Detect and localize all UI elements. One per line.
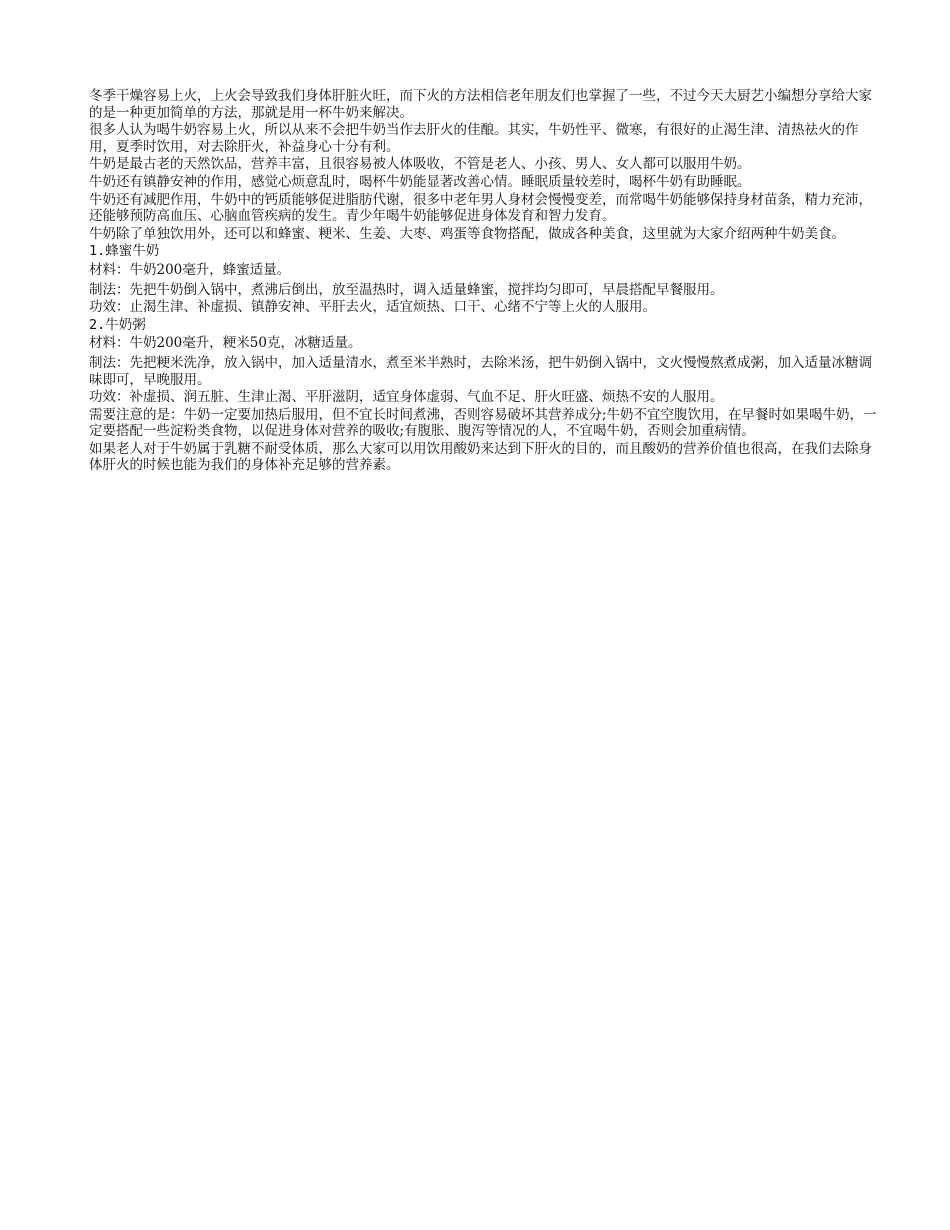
article-body (89, 88, 879, 475)
paragraph-milk-calming: 牛奶还有镇静安神的作用，感觉心烦意乱时，喝杯牛奶能显著改善心情。睡眠质量较差时，喝杯牛奶有助睡眠。 (89, 173, 751, 190)
recipe-1-title: 1.蜂蜜牛奶 (89, 243, 160, 260)
recipe-2-materials: 材料：牛奶200毫升，粳米50克，冰糖适量。 (89, 335, 362, 352)
paragraph-milk-weight-loss: 牛奶还有减肥作用，牛奶中的钙质能够促进脂肪代谢，很多中老年男人身材会慢慢变差，而常喝牛奶能够保持身材苗条，精力充沛，还能够预防高血压、心脑血管疾病的发生。青少年喝牛奶能够促进身体发育和智力发育。 (89, 191, 872, 225)
recipe-1-effect: 功效：止渴生津、补虚损、镇静安神、平肝去火，适宜烦热、口干、心绪不宁等上火的人服用。 (89, 299, 656, 316)
paragraph-milk-nutrition: 牛奶是最古老的天然饮品，营养丰富，且很容易被人体吸收，不管是老人、小孩、男人、女人都可以服用牛奶。 (89, 156, 751, 173)
recipe-1-materials: 材料：牛奶200毫升，蜂蜜适量。 (89, 261, 291, 278)
paragraph-yogurt: 如果老人对于牛奶属于乳糖不耐受体质，那么大家可以用饮用酸奶来达到下肝火的目的，而且酸奶的营养价值也很高，在我们去除身体肝火的时候也能为我们的身体补充足够的营养素。 (89, 440, 872, 474)
recipe-2-method: 制法：先把粳米洗净，放入锅中，加入适量清水，煮至米半熟时，去除米汤，把牛奶倒入锅中，文火慢慢熬煮成粥，加入适量冰糖调味即可，早晚服用。 (89, 354, 872, 388)
recipe-2-title: 2.牛奶粥 (89, 316, 146, 333)
paragraph-milk-pairings: 牛奶除了单独饮用外，还可以和蜂蜜、粳米、生姜、大枣、鸡蛋等食物搭配，做成各种美食，这里就为大家介绍两种牛奶美食。 (89, 225, 845, 242)
paragraph-milk-nature: 很多人认为喝牛奶容易上火，所以从来不会把牛奶当作去肝火的佳酿。其实，牛奶性平、微寒，有很好的止渴生津、清热祛火的作用，夏季时饮用，对去除肝火，补益身心十分有利。 (89, 122, 859, 155)
recipe-1-method: 制法：先把牛奶倒入锅中，煮沸后倒出，放至温热时，调入适量蜂蜜，搅拌均匀即可，早晨搭配早餐服用。 (89, 281, 724, 298)
paragraph-precautions: 需要注意的是：牛奶一定要加热后服用，但不宜长时间煮沸，否则容易破坏其营养成分;牛奶不宜空腹饮用，在早餐时如果喝牛奶，一定要搭配一些淀粉类食物，以促进身体对营养的吸收;有腹胀、腹泻等情况的人，不宜喝牛奶，否则会加重病情。 (89, 406, 877, 440)
recipe-2-effect: 功效：补虚损、润五脏、生津止渴、平肝滋阴，适宜身体虚弱、气血不足、肝火旺盛、烦热不安的人服用。 (89, 389, 724, 406)
intro-paragraph: 冬季干燥容易上火，上火会导致我们身体肝脏火旺，而下火的方法相信老年朋友们也掌握了一些，不过今天大厨艺小编想分享给大家的是一种更加简单的方法，那就是用一杯牛奶来解决。 (89, 88, 872, 121)
